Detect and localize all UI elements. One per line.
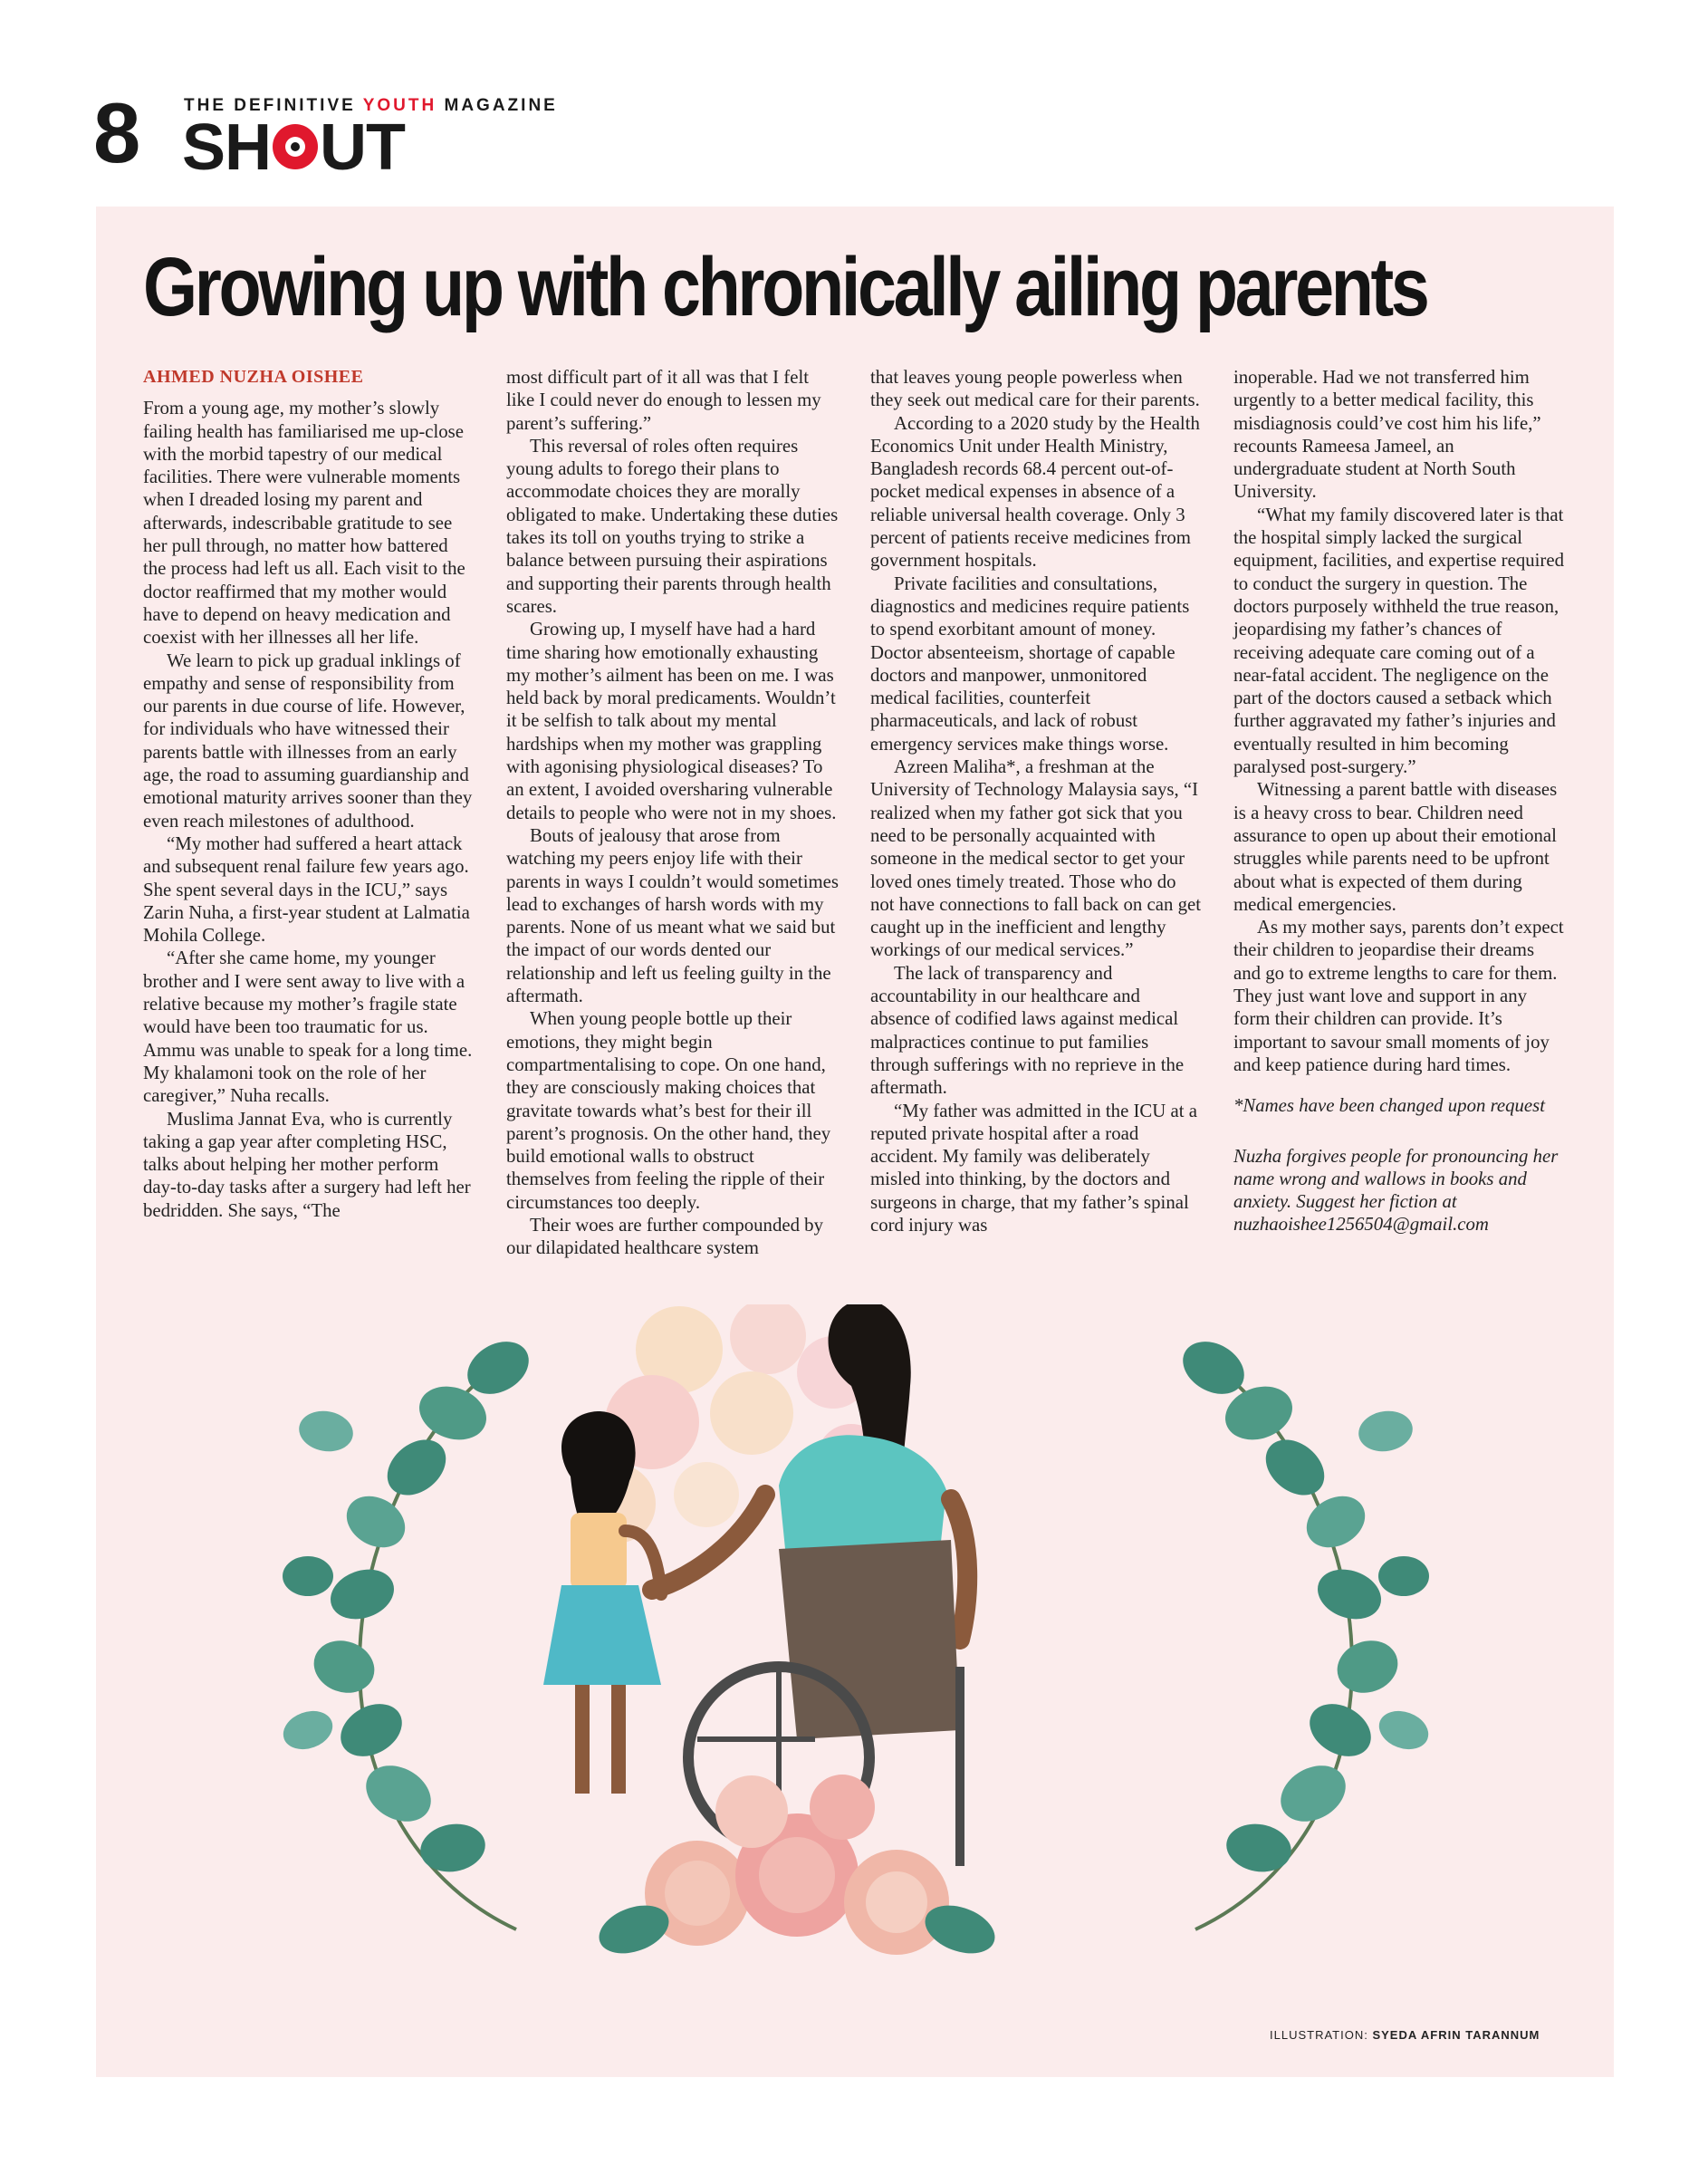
paragraph: As my mother says, parents don’t expect their children to jeopardise their dreams and go to extreme lengths to care for them. They just want love and support in any form their children can provide. It’s important to savour small moments of joy and keep patience during hard times. bbox=[1233, 917, 1564, 1075]
tagline-post: MAGAZINE bbox=[437, 96, 558, 115]
paragraph: inoperable. Had we not transferred him urgently to a better medical facility, this misdiagnosis could’ve cost him his life,” recounts Rameesa Jameel, an undergraduate student at North South University. bbox=[1233, 367, 1541, 503]
paragraph: that leaves young people powerless when they seek out medical care for their parents. bbox=[870, 367, 1200, 411]
paragraph: Their woes are further compounded by our dilapidated healthcare system bbox=[506, 1214, 823, 1259]
article-column-3 bbox=[870, 366, 1203, 1236]
name-change-note: *Names have been changed upon request bbox=[1233, 1095, 1546, 1117]
paragraph: According to a 2020 study by the Health Economics Unit under Health Ministry, Bangladesh records 68.4 percent out-of-pocket medical expenses in absence of a reliable universal health coverage. Only 3 percent of patients receive medicines from government hospitals. bbox=[870, 412, 1200, 572]
credit-name: SYEDA AFRIN TARANNUM bbox=[1372, 2028, 1540, 2042]
logo-target-icon bbox=[273, 124, 318, 169]
paragraph: “After she came home, my younger brother and I were sent away to live with a relative because my mother’s fragile state would have been too traumatic for us. Ammu was unable to speak for a long time. My khalamoni took on the role of her caregiver,” Nuha recalls. bbox=[143, 948, 473, 1107]
masthead bbox=[93, 85, 558, 190]
right-eucalyptus-vine bbox=[1174, 1331, 1434, 1929]
paragraph: Bouts of jealousy that arose from watching my peers enjoy life with their parents in ways I couldn’t would sometimes lead to exchanges of harsh words with my parents. None of us meant what we said but the impact of our words dented our relationship and left us feeling guilty in the aftermath. bbox=[506, 824, 839, 1007]
paragraph: Azreen Maliha*, a freshman at the University of Technology Malaysia says, “I realized when my father got sick that you need to be personally acquainted with someone in the medical sector to get your loved ones timely treated. Those who do not have connections to fall back on can get caught up in the inefficient and lengthy workings of our medical services.” bbox=[870, 756, 1201, 961]
left-eucalyptus-vine bbox=[278, 1331, 538, 1929]
paragraph: “What my family discovered later is that the hospital simply lacked the surgical equipment, facilities, and expertise required to conduct the surgery in question. The doctors purposely withheld the true reason, jeopardising my father’s chances of receiving adequate care coming out of a near-fatal accident. The negligence on the part of the doctors caused a setback which further aggravated my father’s injuries and eventually resulted in him becoming paralysed post-surgery.” bbox=[1233, 504, 1564, 778]
article-column-4 bbox=[1233, 366, 1566, 1236]
byline: AHMED NUZHA OISHEE bbox=[143, 367, 364, 387]
paragraph: Private facilities and consultations, diagnostics and medicines require patients to spend exorbitant amount of money. Doctor absenteeism, shortage of capable doctors and manpower, unmonitored medical facilities, counterfeit pharmaceuticals, and lack of robust emergency services make things worse. bbox=[870, 572, 1190, 755]
credit-label: ILLUSTRATION: bbox=[1270, 2028, 1373, 2042]
logo-text-right: UT bbox=[320, 111, 406, 184]
daughter-figure bbox=[543, 1411, 661, 1794]
paragraph: This reversal of roles often requires young adults to forego their plans to accommodate choices they are morally obligated to make. Undertaking these duties takes its toll on youths trying to strike a balance between pursuing their aspirations and supporting their parents through health scares. bbox=[506, 435, 839, 617]
paragraph: We learn to pick up gradual inklings of empathy and sense of responsibility from our parents in due course of life. However, for individuals who have witnessed their parents battle with illnesses from an early age, the road to assuming guardianship and emotional maturity arrives sooner than they even reach milestones of adulthood. bbox=[143, 649, 473, 832]
logo-text-left: SH bbox=[182, 111, 272, 184]
article-column-2 bbox=[506, 366, 839, 1260]
illustration-credit bbox=[1270, 2028, 1540, 2042]
page-number: 8 bbox=[93, 85, 141, 180]
paragraph: When young people bottle up their emotions, they might begin compartmentalising to cope. On one hand, they are consciously making choices that gravitate towards what’s best for their ill parent’s prognosis. On the other hand, they build emotional walls to obstruct themselves from feeling the ripple of their circumstances too deeply. bbox=[506, 1008, 831, 1213]
shout-logo bbox=[182, 111, 406, 184]
paragraph: Muslima Jannat Eva, who is currently taking a gap year after completing HSC, talks about helping her mother perform day-to-day tasks after a surgery had left her bedridden. She says, “The bbox=[143, 1108, 471, 1221]
paragraph: “My father was admitted in the ICU at a reputed private hospital after a road accident. My family was deliberately misled into thinking, by the doctors and surgeons in charge, that my father’s spinal cord injury was bbox=[870, 1100, 1197, 1236]
article-headline: Growing up with chronically ailing parents bbox=[143, 241, 1427, 333]
author-bio: Nuzha forgives people for pronouncing her name wrong and wallows in books and anxiety. Suggest her fiction at nuzhaoishee1256504@gmail.com bbox=[1233, 1145, 1559, 1236]
article-column-1 bbox=[143, 366, 475, 1222]
paragraph: most difficult part of it all was that I felt like I could never do enough to lessen my parent’s suffering.” bbox=[506, 367, 821, 434]
paragraph: Growing up, I myself have had a hard time sharing how emotionally exhausting my mother’s ailment has been on me. I was held back by moral predicaments. Wouldn’t it be selfish to talk about my mental hardships when my mother was grappling with agonising physiological diseases? To an extent, I avoided oversharing vulnerable details to people who were not in my shoes. bbox=[506, 619, 837, 823]
paragraph: From a young age, my mother’s slowly failing health has familiarised me up-close with the morbid tapestry of our medical facilities. There were vulnerable moments when I dreaded losing my parent and afterwards, indescribable gratitude to see her pull through, no matter how battered the process had left us all. Each visit to the doctor reaffirmed that my mother would have to depend on heavy medication and coexist with her illnesses all her life. bbox=[143, 398, 465, 649]
paragraph: Witnessing a parent battle with diseases is a heavy cross to bear. Children need assurance to open up about their emotional struggles while parents need to be upfront about what is expected of them during medical emergencies. bbox=[1233, 779, 1558, 915]
illustration-mother-daughter-wheelchair bbox=[272, 1304, 1440, 2002]
tagline-accent: YOUTH bbox=[362, 96, 437, 115]
tagline-pre: THE DEFINITIVE bbox=[184, 96, 363, 115]
rose-bouquet bbox=[592, 1775, 1002, 1962]
paragraph: The lack of transparency and accountability in our healthcare and absence of codified laws against medical malpractices continue to put families through sufferings with no reprieve in the aftermath. bbox=[870, 962, 1185, 1099]
paragraph: “My mother had suffered a heart attack and subsequent renal failure few years ago. She spent several days in the ICU,” says Zarin Nuha, a first-year student at Lalmatia Mohila College. bbox=[143, 832, 470, 947]
